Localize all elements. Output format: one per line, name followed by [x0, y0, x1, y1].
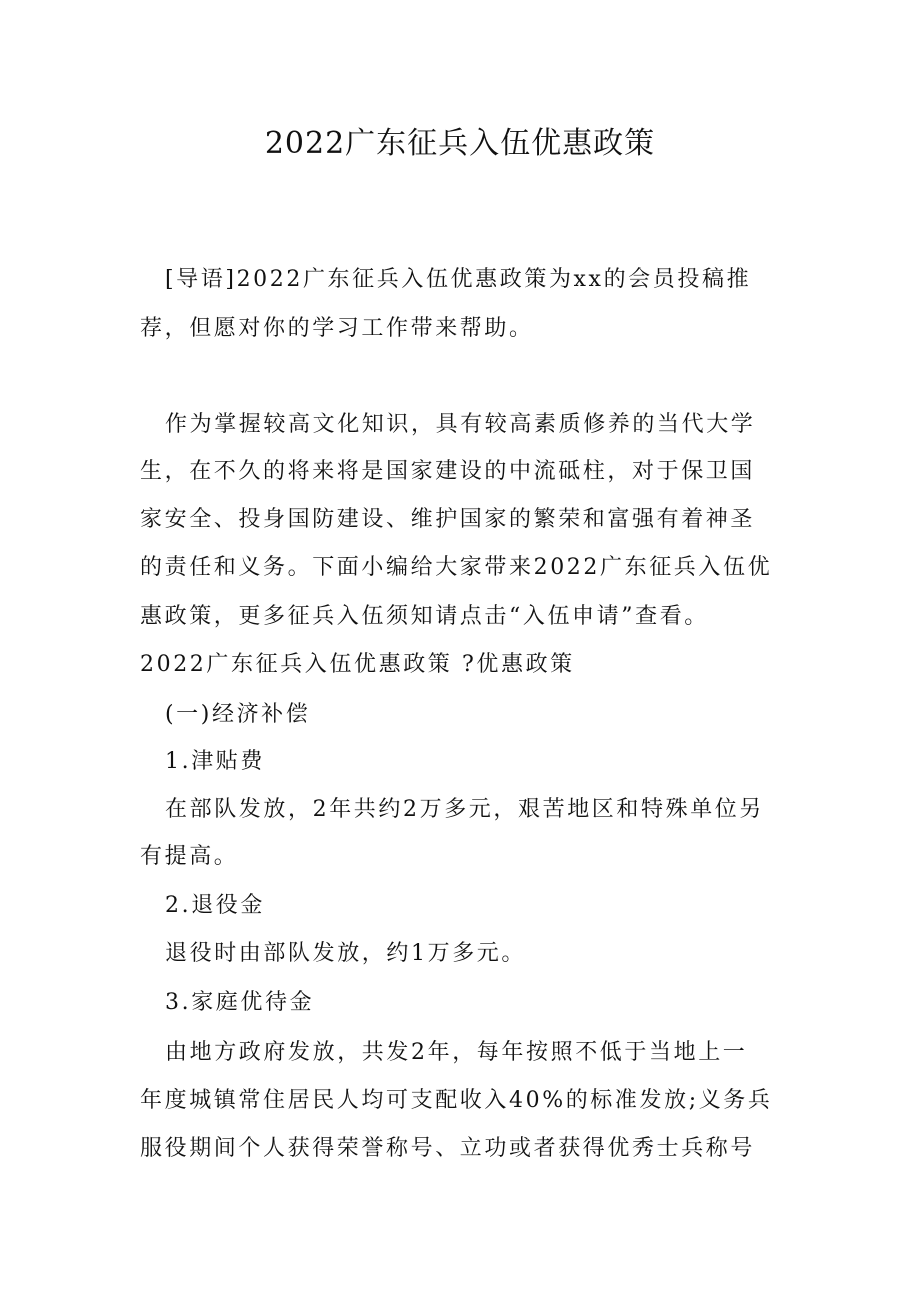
paragraph-line: 惠政策，更多征兵入伍须知请点击“入伍申请”查看。: [140, 604, 709, 629]
paragraph-line: 家安全、投身国防建设、维护国家的繁荣和富强有着神圣: [140, 507, 756, 532]
paragraph-line: [导语]2022广东征兵入伍优惠政策为xx的会员投稿推: [165, 267, 752, 292]
paragraph-line: 由地方政府发放，共发2年，每年按照不低于当地上一: [165, 1040, 748, 1065]
paragraph-line: 生，在不久的将来将是国家建设的中流砥柱，对于保卫国: [140, 459, 756, 484]
section-heading: 2022广东征兵入伍优惠政策 ?优惠政策: [140, 652, 575, 677]
subsection-heading: (一)经济补偿: [165, 702, 311, 727]
item-heading: 2.退役金: [165, 893, 265, 918]
paragraph-line: 的责任和义务。下面小编给大家带来2022广东征兵入伍优: [140, 555, 773, 580]
paragraph-line: 服役期间个人获得荣誉称号、立功或者获得优秀士兵称号: [140, 1136, 756, 1161]
item-heading: 3.家庭优待金: [165, 990, 315, 1015]
paragraph-line: 荐，但愿对你的学习工作带来帮助。: [140, 316, 534, 341]
document-title: 2022广东征兵入伍优惠政策: [264, 126, 656, 161]
paragraph-line: 作为掌握较高文化知识，具有较高素质修养的当代大学: [165, 412, 756, 437]
paragraph-line: 年度城镇常住居民人均可支配收入40%的标准发放;义务兵: [140, 1088, 773, 1113]
item-heading: 1.津贴费: [165, 749, 265, 774]
paragraph-line: 有提高。: [140, 844, 239, 869]
paragraph-line: 在部队发放，2年共约2万多元，艰苦地区和特殊单位另: [165, 797, 764, 822]
paragraph-line: 退役时由部队发放，约1万多元。: [165, 941, 526, 966]
